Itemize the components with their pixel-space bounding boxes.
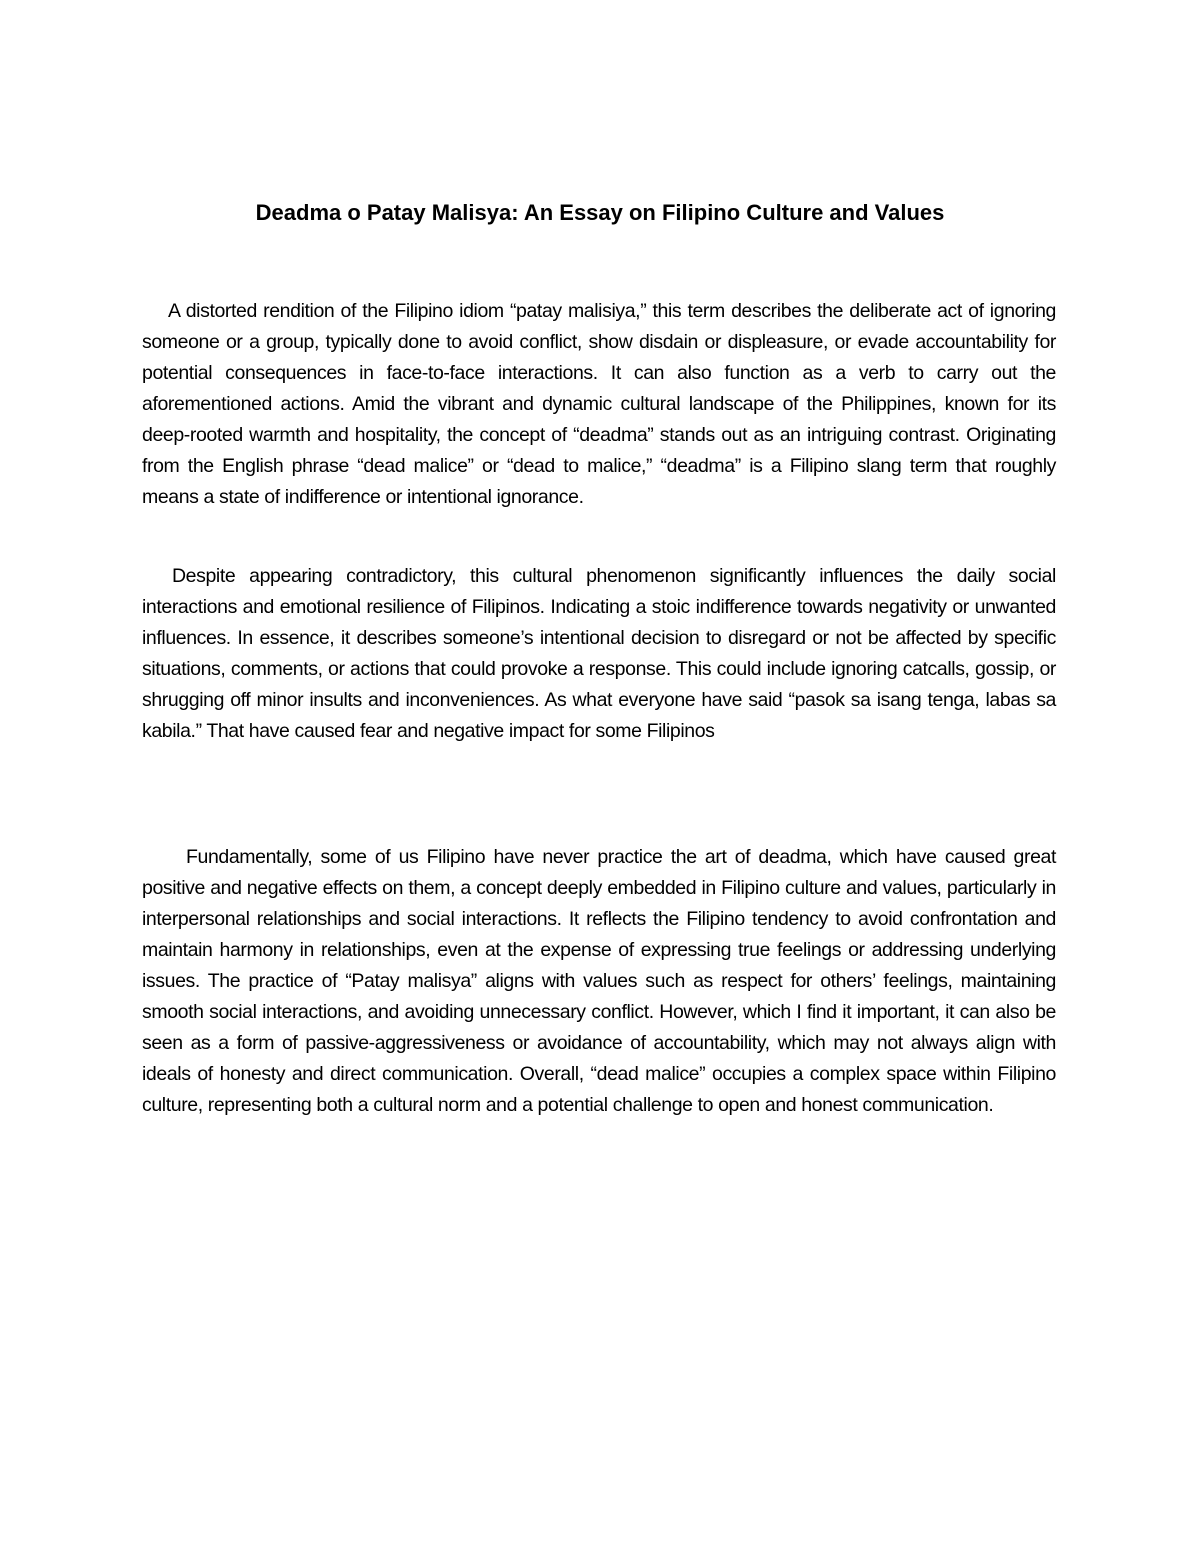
essay-paragraph: Fundamentally, some of us Filipino have never practice the art of deadma, which have caused great positive and negative effects on them, a concept deeply embedded in Filipino culture and values, particularly in interpersonal relationships and social interactions. It reflects the Filipino tendency to avoid confrontation and maintain harmony in relationships, even at the expense of expressing true feelings or addressing underlying issues. The practice of “Patay malisya” aligns with values such as respect for others’ feelings, maintaining smooth social interactions, and avoiding unnecessary conflict. However, which I find it important, it can also be seen as a form of passive-aggressiveness or avoidance of accountability, which may not always align with ideals of honesty and direct communication. Overall, “dead malice” occupies a complex space within Filipino culture, representing both a cultural norm and a potential challenge to open and honest communication. [142,846,1056,1116]
essay-paragraph: A distorted rendition of the Filipino idiom “patay malisiya,” this term describes the deliberate act of ignoring someone or a group, typically done to avoid conflict, show disdain or displeasure, or evade accountability for potential consequences in face-to-face interactions. It can also function as a verb to carry out the aforementioned actions. Amid the vibrant and dynamic cultural landscape of the Philippines, known for its deep-rooted warmth and hospitality, the concept of “deadma” stands out as an intriguing contrast. Originating from the English phrase “dead malice” or “dead to malice,” “deadma” is a Filipino slang term that roughly means a state of indifference or intentional ignorance. [142,300,1056,508]
essay-paragraph: Despite appearing contradictory, this cultural phenomenon significantly influences the daily social interactions and emotional resilience of Filipinos. Indicating a stoic indifference towards negativity or unwanted influences. In essence, it describes someone’s intentional decision to disregard or not be affected by specific situations, comments, or actions that could provoke a response. This could include ignoring catcalls, gossip, or shrugging off minor insults and inconveniences. As what everyone have said “pasok sa isang tenga, labas sa kabila.” That have caused fear and negative impact for some Filipinos [142,565,1056,742]
essay-title: Deadma o Patay Malisya: An Essay on Filipino Culture and Values [255,200,945,225]
